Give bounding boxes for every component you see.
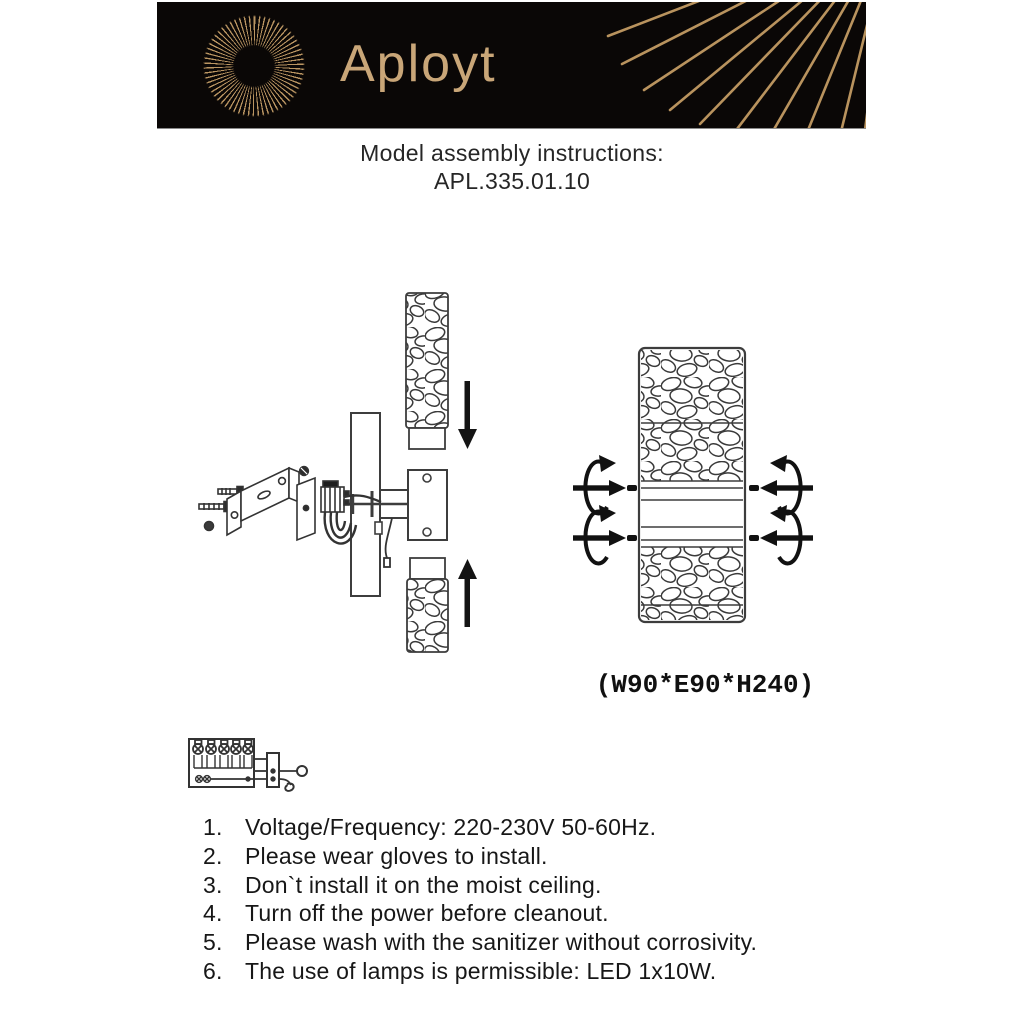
hanging-cable	[384, 518, 392, 567]
screw-icon	[199, 502, 230, 512]
screw-dash	[627, 485, 759, 541]
dimensions-label: (W90*E90*H240)	[595, 670, 815, 700]
list-item	[203, 928, 943, 957]
list-item-text: Voltage/Frequency: 220-230V 50-60Hz.	[245, 814, 657, 840]
wall-bracket	[227, 468, 299, 535]
list-item	[203, 871, 943, 900]
list-item-number: 2.	[203, 842, 223, 869]
rotate-screw-icon	[760, 455, 813, 513]
list-item	[203, 899, 943, 928]
list-item-text: The use of lamps is permissible: LED 1x10W.	[245, 957, 717, 984]
terminal-screws	[193, 740, 253, 754]
list-item-text: Don`t install it on the moist ceiling.	[245, 871, 602, 898]
screw-icon	[300, 467, 309, 476]
exploded-assembly-diagram	[185, 285, 505, 685]
lamp-body	[639, 348, 745, 622]
list-item	[203, 957, 943, 986]
list-item-number: 4.	[203, 900, 223, 927]
title-block	[0, 139, 1024, 195]
list-item-number: 3.	[203, 871, 223, 898]
instruction-list	[203, 813, 943, 986]
upper-shade	[406, 293, 448, 449]
list-item-text: Please wear gloves to install.	[245, 842, 548, 869]
pigtail-wire	[279, 779, 294, 791]
sunburst-logo-icon	[197, 9, 311, 123]
anchor-icon	[205, 522, 214, 531]
ray-fan-icon	[606, 2, 866, 128]
cover-plate	[297, 478, 315, 540]
ground-screws	[196, 776, 211, 783]
rotate-screw-icon	[573, 455, 626, 513]
list-item-number: 5.	[203, 929, 223, 956]
model-number: APL.335.01.10	[433, 168, 591, 194]
brand-banner	[157, 2, 866, 129]
ring-terminal-icon	[297, 766, 307, 776]
list-item	[203, 813, 943, 842]
terminal-comb	[194, 755, 252, 768]
list-item-text: Turn off the power before cleanout.	[245, 900, 609, 927]
arrow-down-icon	[458, 381, 477, 449]
lower-shade	[407, 558, 448, 652]
list-item	[203, 842, 943, 871]
page-title: Model assembly instructions:	[360, 140, 664, 166]
brand-name: Aployt	[340, 34, 497, 93]
list-item-number: 1.	[203, 814, 223, 840]
arrow-up-icon	[458, 559, 477, 627]
list-item-text: Please wash with the sanitizer without corrosivity.	[245, 929, 758, 956]
terminal-wiring-diagram	[178, 726, 328, 816]
assembled-lamp-diagram	[565, 335, 885, 635]
list-item-number: 6.	[203, 957, 223, 984]
